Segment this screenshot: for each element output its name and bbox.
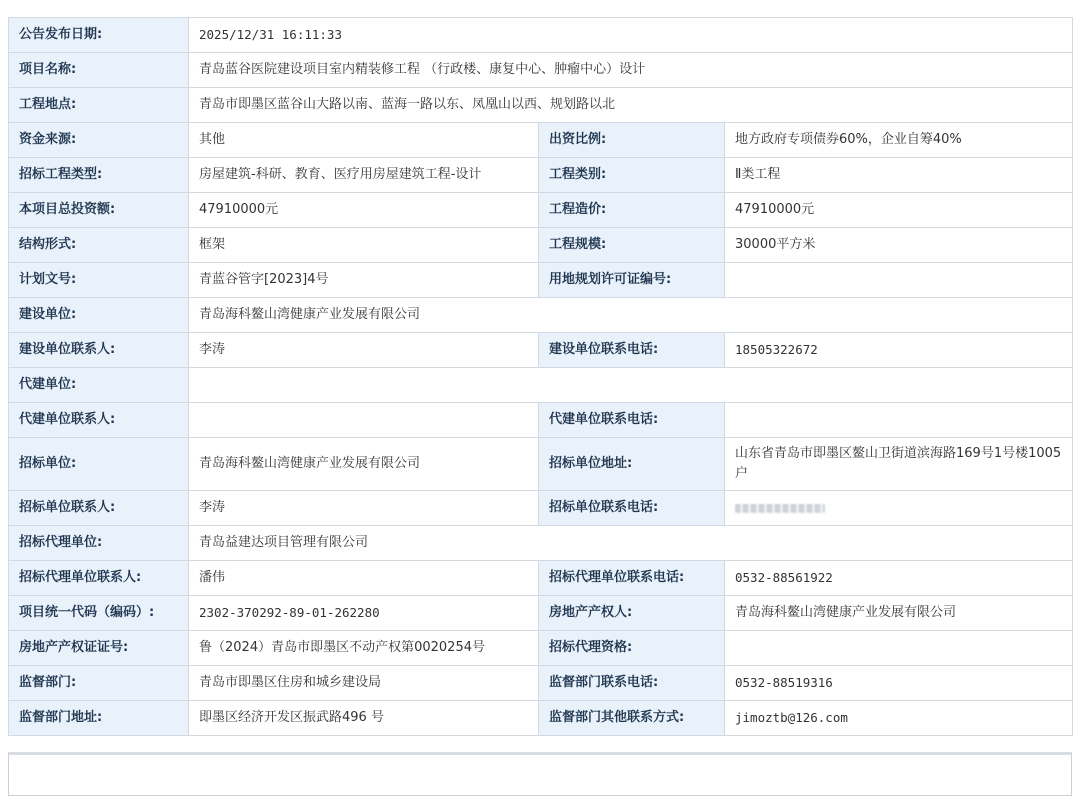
table-row (9, 701, 1073, 736)
field-label: 本项目总投资额: (9, 193, 189, 228)
field-value: 47910000元 (725, 193, 1073, 228)
table-row (9, 403, 1073, 438)
table-row (9, 298, 1073, 333)
field-label: 代建单位联系电话: (539, 403, 725, 438)
next-section-panel (8, 752, 1072, 796)
field-label: 招标代理资格: (539, 631, 725, 666)
field-value (725, 263, 1073, 298)
info-table (8, 17, 1073, 736)
field-value: 山东省青岛市即墨区鳌山卫街道滨海路169号1号楼1005户 (725, 438, 1073, 491)
field-value: 潘伟 (189, 561, 539, 596)
field-label: 招标代理单位: (9, 526, 189, 561)
field-label: 监督部门其他联系方式: (539, 701, 725, 736)
field-label: 结构形式: (9, 228, 189, 263)
field-label: 项目名称: (9, 53, 189, 88)
field-label: 招标代理单位联系人: (9, 561, 189, 596)
field-label: 招标工程类型: (9, 158, 189, 193)
field-value: Ⅱ类工程 (725, 158, 1073, 193)
field-value (189, 403, 539, 438)
field-value: 青岛海科鳌山湾健康产业发展有限公司 (725, 596, 1073, 631)
field-value (725, 403, 1073, 438)
table-row (9, 158, 1073, 193)
field-label: 计划文号: (9, 263, 189, 298)
field-value: 青岛海科鳌山湾健康产业发展有限公司 (189, 438, 539, 491)
field-label: 工程地点: (9, 88, 189, 123)
field-label: 招标单位地址: (539, 438, 725, 491)
field-label: 监督部门联系电话: (539, 666, 725, 701)
field-value: 地方政府专项债券60%，企业自筹40% (725, 123, 1073, 158)
field-value: 青岛市即墨区住房和城乡建设局 (189, 666, 539, 701)
field-label: 招标单位联系人: (9, 491, 189, 526)
table-row (9, 561, 1073, 596)
field-value: 房屋建筑-科研、教育、医疗用房屋建筑工程-设计 (189, 158, 539, 193)
field-label: 工程规模: (539, 228, 725, 263)
table-row (9, 438, 1073, 491)
field-label: 工程造价: (539, 193, 725, 228)
field-label: 招标单位: (9, 438, 189, 491)
field-label: 公告发布日期: (9, 18, 189, 53)
field-value: 即墨区经济开发区振武路496 号 (189, 701, 539, 736)
table-row (9, 263, 1073, 298)
field-label: 资金来源: (9, 123, 189, 158)
field-label: 代建单位: (9, 368, 189, 403)
field-label: 用地规划许可证编号: (539, 263, 725, 298)
field-value: 青岛市即墨区蓝谷山大路以南、蓝海一路以东、凤凰山以西、规划路以北 (189, 88, 1073, 123)
table-row (9, 18, 1073, 53)
field-label: 出资比例: (539, 123, 725, 158)
field-value: 2025/12/31 16:11:33 (189, 18, 1073, 53)
field-label: 房地产产权证证号: (9, 631, 189, 666)
field-value: 0532-88519316 (725, 666, 1073, 701)
field-value: 李涛 (189, 333, 539, 368)
table-row (9, 123, 1073, 158)
table-row (9, 53, 1073, 88)
table-row (9, 491, 1073, 526)
field-value (725, 631, 1073, 666)
field-value: 李涛 (189, 491, 539, 526)
field-value-redacted (725, 491, 1073, 526)
field-label: 工程类别: (539, 158, 725, 193)
field-value: 0532-88561922 (725, 561, 1073, 596)
field-value: 青蓝谷管字[2023]4号 (189, 263, 539, 298)
field-value (189, 368, 1073, 403)
table-row (9, 88, 1073, 123)
field-value: 47910000元 (189, 193, 539, 228)
field-value: 青岛益建达项目管理有限公司 (189, 526, 1073, 561)
field-label: 房地产产权人: (539, 596, 725, 631)
table-row (9, 631, 1073, 666)
field-label: 项目统一代码（编码）: (9, 596, 189, 631)
field-label: 招标代理单位联系电话: (539, 561, 725, 596)
field-label: 建设单位: (9, 298, 189, 333)
field-value: 框架 (189, 228, 539, 263)
announcement-detail (8, 17, 1072, 736)
field-value: 青岛蓝谷医院建设项目室内精装修工程 （行政楼、康复中心、肿瘤中心）设计 (189, 53, 1073, 88)
field-label: 建设单位联系人: (9, 333, 189, 368)
field-value: 30000平方米 (725, 228, 1073, 263)
field-label: 监督部门地址: (9, 701, 189, 736)
table-row (9, 596, 1073, 631)
field-value: 18505322672 (725, 333, 1073, 368)
field-value: 青岛海科鳌山湾健康产业发展有限公司 (189, 298, 1073, 333)
table-row (9, 526, 1073, 561)
field-label: 建设单位联系电话: (539, 333, 725, 368)
table-row (9, 333, 1073, 368)
field-value: 鲁（2024）青岛市即墨区不动产权第0020254号 (189, 631, 539, 666)
field-label: 招标单位联系电话: (539, 491, 725, 526)
field-value: 其他 (189, 123, 539, 158)
table-row (9, 666, 1073, 701)
field-value: 2302-370292-89-01-262280 (189, 596, 539, 631)
table-row (9, 193, 1073, 228)
info-table-body (9, 18, 1073, 736)
field-label: 监督部门: (9, 666, 189, 701)
field-value: jimoztb@126.com (725, 701, 1073, 736)
field-label: 代建单位联系人: (9, 403, 189, 438)
table-row (9, 228, 1073, 263)
redacted-phone (735, 504, 825, 513)
table-row (9, 368, 1073, 403)
